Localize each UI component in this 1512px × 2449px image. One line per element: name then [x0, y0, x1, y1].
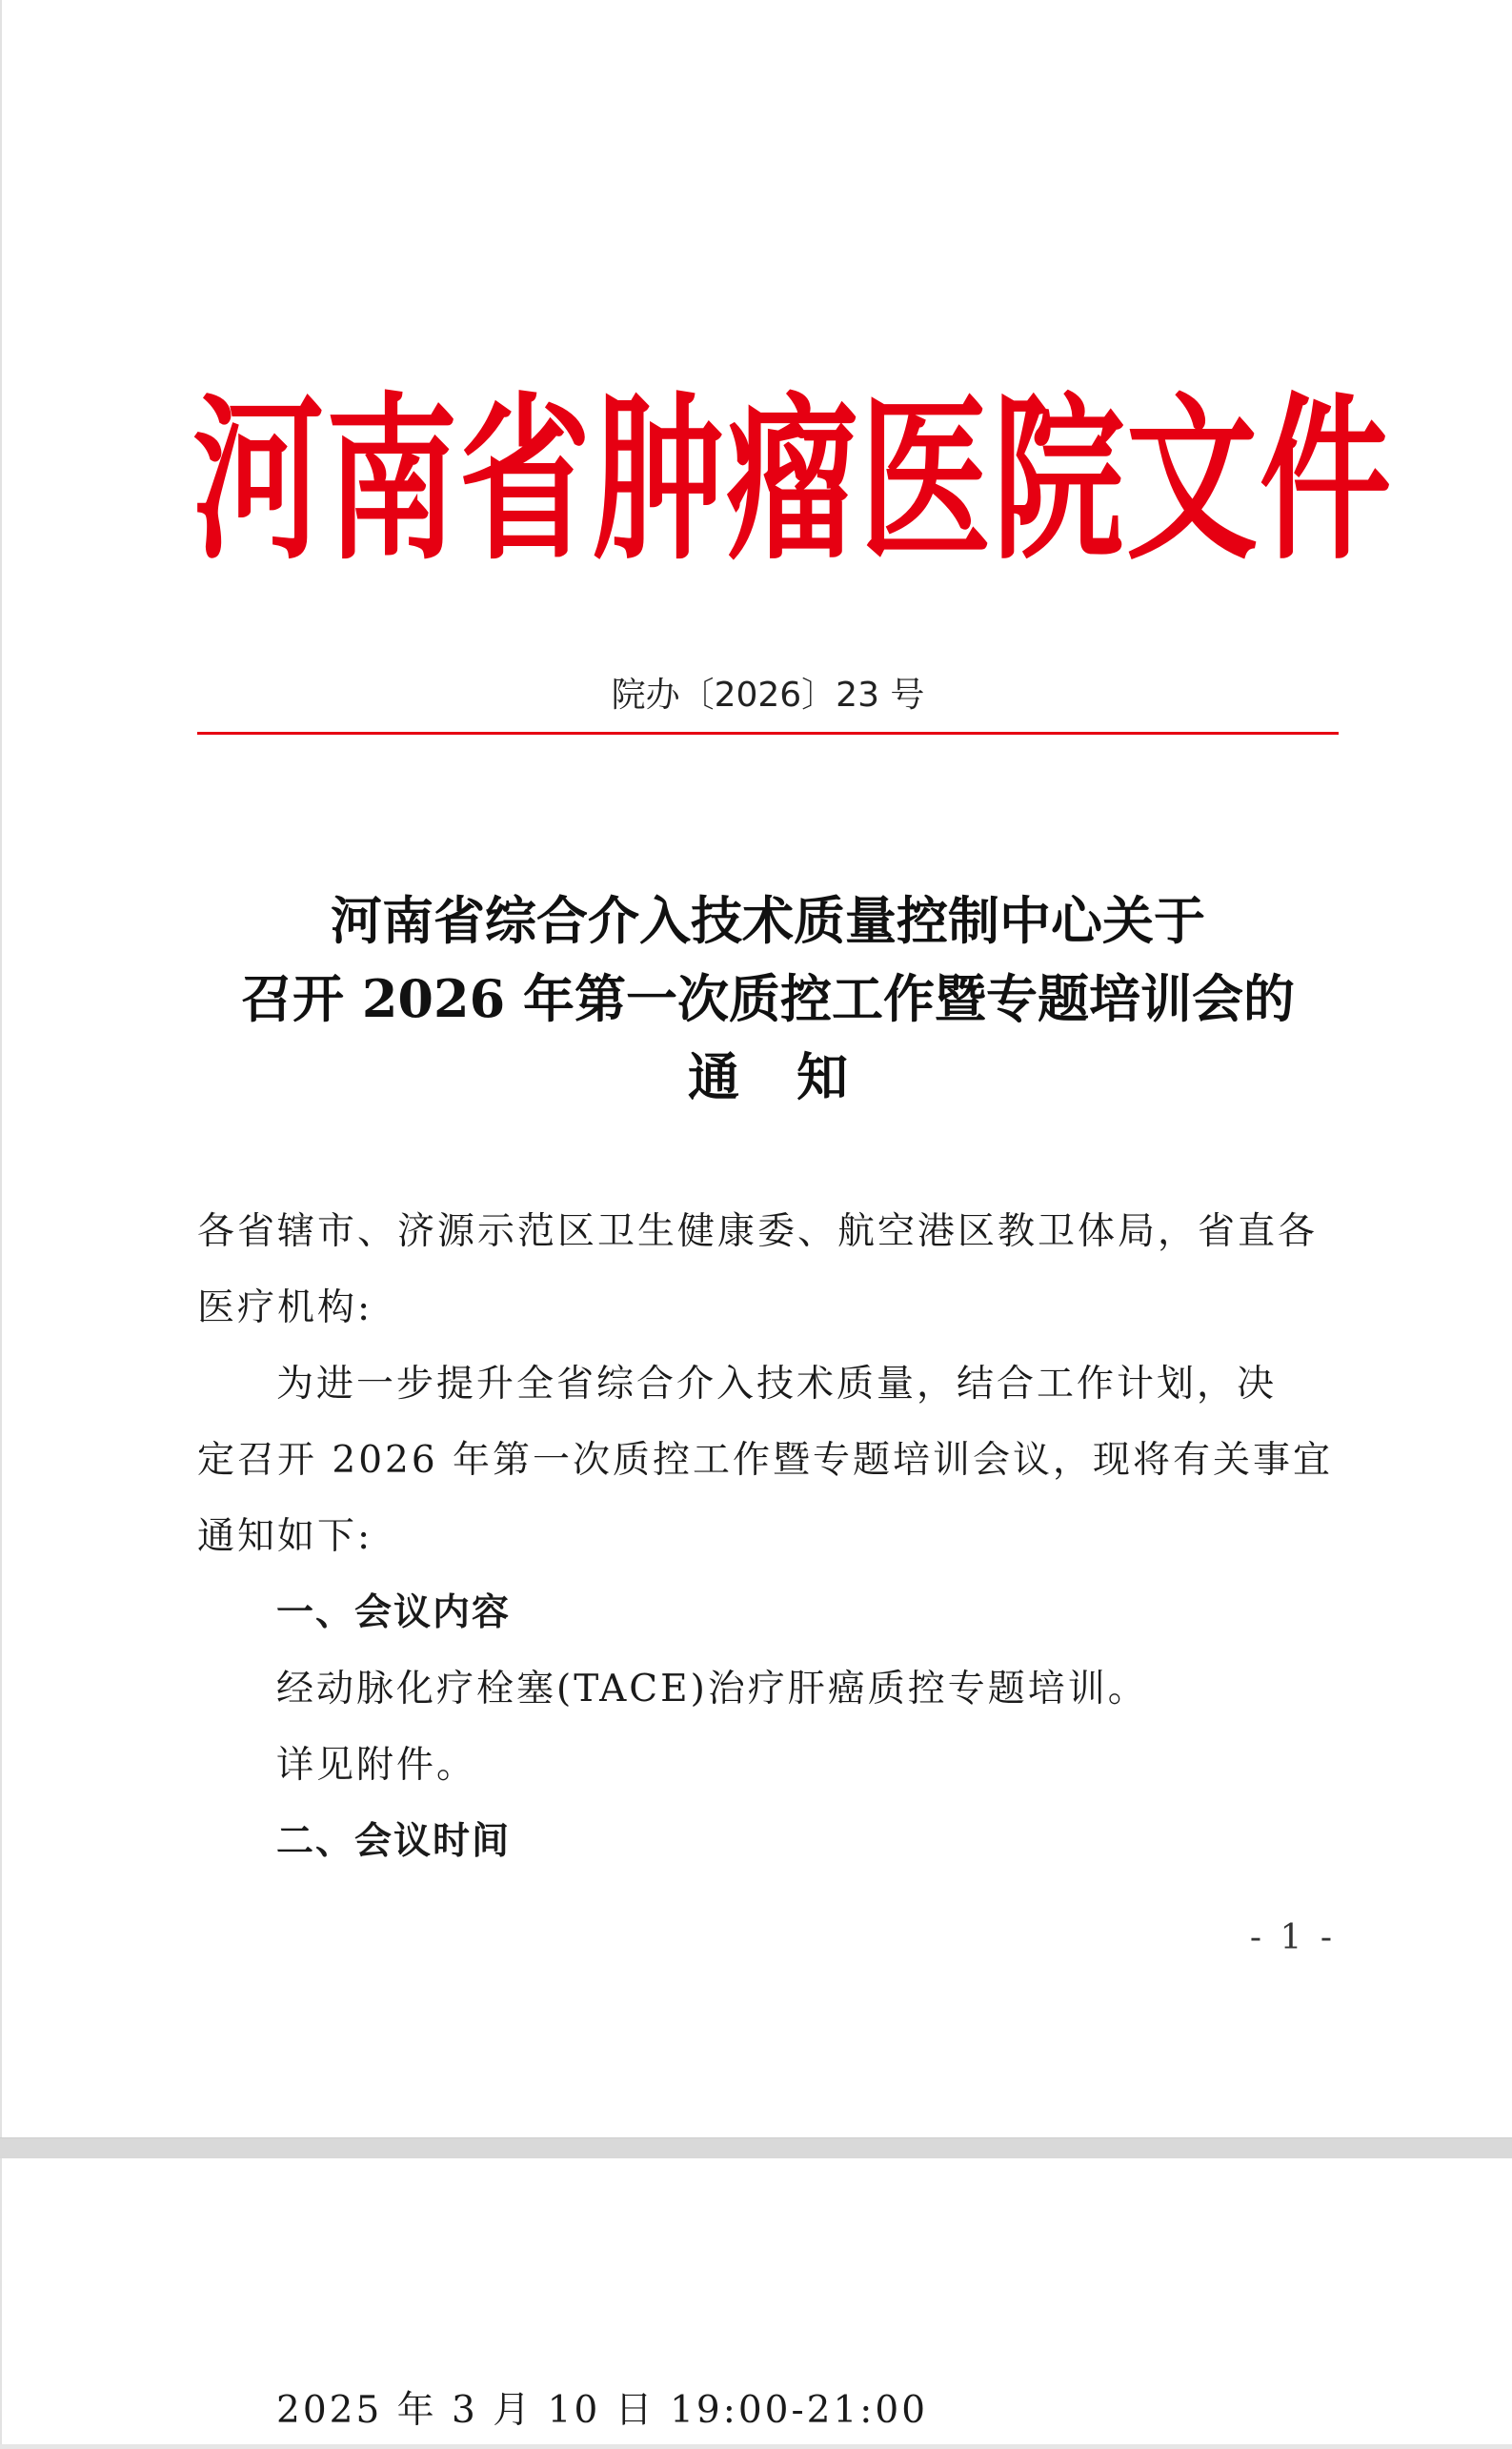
- recipients-line-1: 各省辖市、济源示范区卫生健康委、航空港区教卫体局，省直各: [197, 1210, 1319, 1253]
- page-separator: [0, 2137, 1512, 2159]
- recipients-line-2: 医疗机构:: [197, 1286, 373, 1329]
- section-1-heading: 一、会议内容: [276, 1591, 512, 1634]
- page-number: - 1 -: [1249, 1918, 1336, 1957]
- title-line-2: 召开 2026 年第一次质控工作暨专题培训会的: [241, 968, 1295, 1029]
- intro-line-1: 为进一步提升全省综合介入技术质量，结合工作计划，决: [276, 1363, 1278, 1406]
- section-1-text: 经动脉化疗栓塞(TACE)治疗肝癌质控专题培训。: [276, 1668, 1148, 1710]
- document-title: [197, 881, 1339, 1116]
- document-page-2: [0, 2158, 1512, 2444]
- meeting-time-text: 2025 年 3 月 10 日 19:00-21:00: [276, 2389, 929, 2432]
- document-number: 院办〔2026〕23 号: [611, 676, 925, 715]
- section-2-heading: 二、会议时间: [276, 1820, 512, 1863]
- title-line-3: 通知: [688, 1046, 905, 1107]
- title-line-1: 河南省综合介入技术质量控制中心关于: [331, 890, 1205, 951]
- document-masthead: 河南省肿瘤医院文件: [192, 376, 1394, 584]
- intro-line-3: 通知如下:: [197, 1515, 373, 1558]
- section-1-note: 详见附件。: [276, 1744, 477, 1787]
- red-divider-rule: [197, 732, 1339, 735]
- intro-line-2: 定召开 2026 年第一次质控工作暨专题培训会议，现将有关事宜: [197, 1439, 1334, 1482]
